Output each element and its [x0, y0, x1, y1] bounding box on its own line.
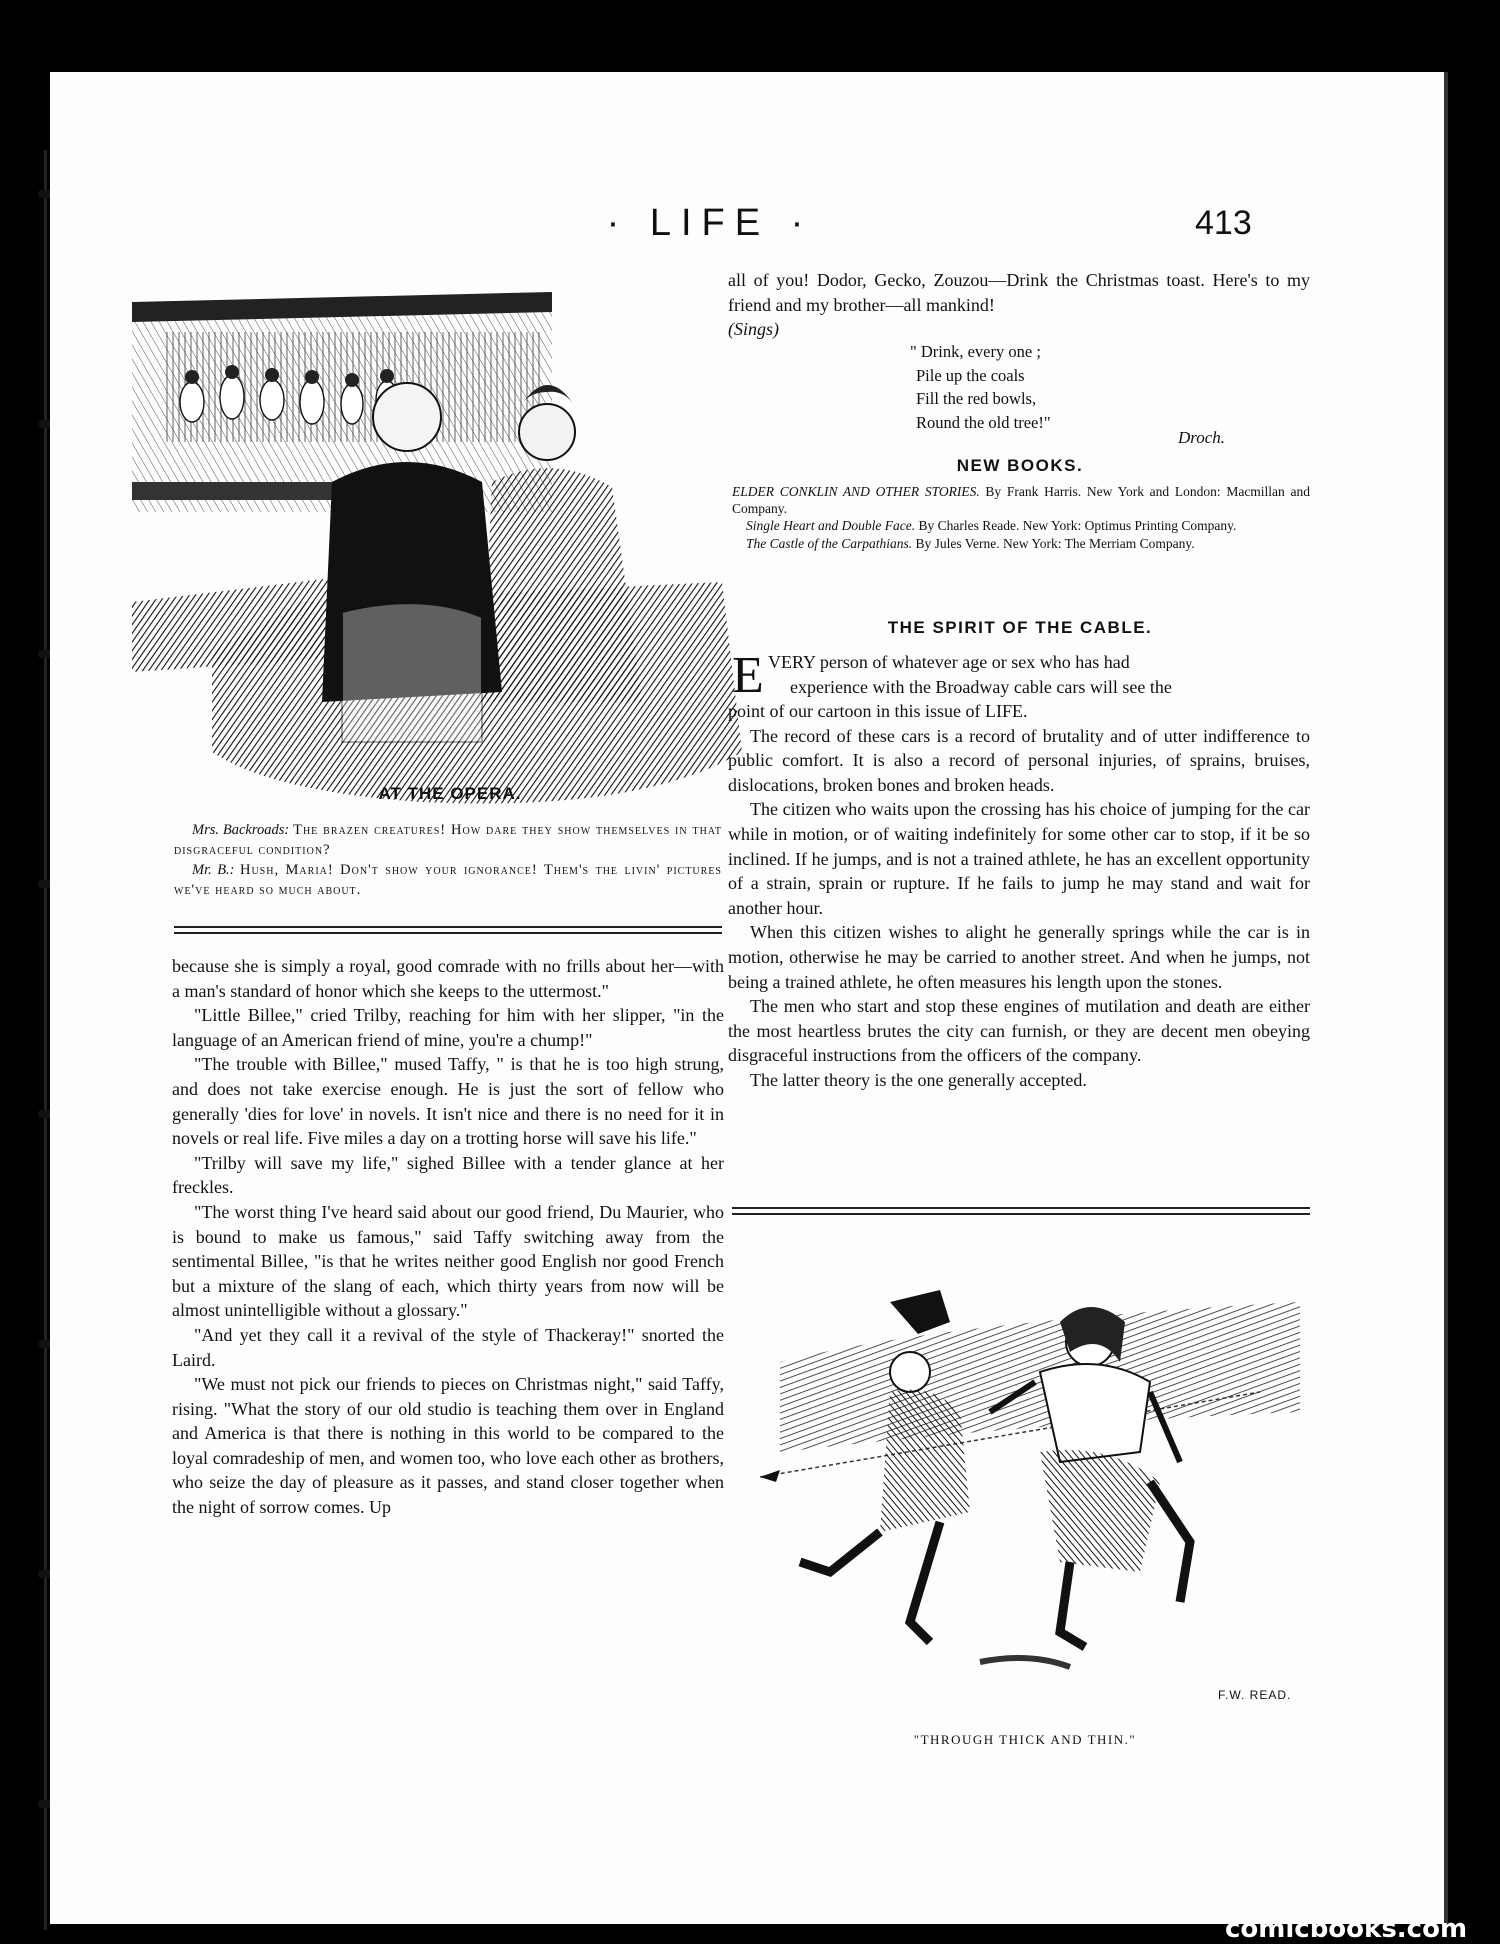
cable-paragraph: When this citizen wishes to alight he generally springs while the car is in motion, otherwise he may be carried to another street. And when he jumps, not being a trained athlete, he often measures his length upon the stones. — [728, 922, 1310, 992]
line-mr-b: Hush, Maria! Don't show your ignorance! Them's the livin' pictures we've heard so much about. — [174, 862, 722, 898]
cable-article-title: THE SPIRIT OF THE CABLE. — [887, 618, 1153, 637]
new-books-list — [732, 484, 1310, 553]
cable-paragraph: The citizen who waits upon the crossing has his choice of jumping for the car while in motion, or of waiting indefinitely for some other car to stop, if it be so inclined. If he jumps, and is not a trained athlete, he has an excellent opportunity of a strain, sprain or rupture. If he fails to jump he may stand and wait for another hour. — [728, 799, 1310, 918]
opera-dialogue — [174, 820, 722, 900]
story-continuation: all of you! Dodor, Gecko, Zouzou—Drink the Christmas toast. Here's to my friend and my brother—all mankind! — [728, 270, 1310, 315]
masthead: · LIFE · — [606, 202, 814, 244]
watermark-brand: comicbooks.com — [1225, 1914, 1468, 1944]
cable-divider — [732, 1207, 1310, 1215]
cartoon-artist-credit: F.W. READ. — [1218, 1688, 1292, 1702]
book-title: The Castle of the Carpathians. — [746, 535, 913, 551]
opera-drawing — [122, 272, 762, 832]
story-paragraph: because she is simply a royal, good comrade with no frills about her—with a man's standard of honor which she keeps to the uttermost." — [172, 956, 724, 1001]
author-signature: Droch. — [1178, 428, 1226, 447]
story-paragraph: "We must not pick our friends to pieces on Christmas night," said Taffy, rising. "What the story of our old studio is teaching them over in England and America is that there is nothing in this world to be compared to the loyal comradeship of men, and women too, who love each other as brothers, who seize the day of pleasure as it passes, and stand closer together when the night of sorrow comes. Up — [172, 1374, 724, 1518]
cable-line-1: VERY person of whatever age or sex who has had — [768, 652, 1130, 672]
sings-label: (Sings) — [728, 319, 779, 340]
story-paragraph: "And yet they call it a revival of the style of Thackeray!" snorted the Laird. — [172, 1324, 724, 1370]
poem-line: " Drink, every one ; — [910, 342, 1041, 361]
book-entry — [732, 484, 1310, 517]
book-details: By Frank Harris. New York and London: Macmillan and Company. — [732, 484, 1310, 516]
page-number: 413 — [1195, 204, 1252, 242]
cable-paragraph: The record of these cars is a record of brutality and of utter indifference to public comfort. It is also a record of personal injuries, of sprains, bruises, dislocations, broken bones and broken heads. — [728, 725, 1310, 795]
opera-divider — [174, 926, 722, 934]
new-books-title: NEW BOOKS. — [956, 456, 1084, 475]
cable-line-2: experience with the Broadway cable cars will see the — [790, 676, 1172, 697]
speaker-mr-b: Mr. B.: — [192, 862, 235, 878]
cable-paragraph: point of our cartoon in this issue of LIFE. — [728, 701, 1028, 721]
page-edge — [1444, 72, 1448, 1924]
poem-line: Round the old tree!" — [916, 412, 1051, 432]
poem — [910, 340, 1051, 434]
cable-paragraph: The men who start and stop these engines of mutilation and death are either the most heartless brutes the city can furnish, or they are decent men obeying disgraceful instructions from the officers of the company. — [728, 996, 1310, 1066]
line-mrs-backroads: The brazen creatures! How dare they show themselves in that disgraceful condition? — [174, 822, 723, 858]
book-entry — [732, 536, 1310, 553]
book-details: By Charles Reade. New York: Optimus Printing Company. — [915, 518, 1237, 534]
cartoon-caption: "THROUGH THICK AND THIN." — [913, 1732, 1137, 1747]
book-title: Single Heart and Double Face. — [746, 518, 916, 534]
book-details: By Jules Verne. New York: The Merriam Company. — [912, 535, 1195, 551]
cartoon-illustration — [740, 1242, 1310, 1712]
story-paragraph: "Little Billee," cried Trilby, reaching for him with her slipper, "in the language of an American friend of mine, you're a chump!" — [172, 1005, 724, 1050]
cable-paragraph: The latter theory is the one generally accepted. — [750, 1069, 1087, 1090]
magazine-page — [50, 72, 1444, 1924]
drop-cap: E — [732, 647, 764, 704]
book-entry — [732, 518, 1310, 535]
story-right-continuation — [728, 268, 1310, 342]
speaker-mrs-backroads: Mrs. Backroads: — [192, 822, 290, 838]
poem-line: Pile up the coals — [916, 365, 1025, 385]
cartoon-drawing — [740, 1242, 1310, 1712]
story-paragraph: "The trouble with Billee," mused Taffy, " is that he is too high strung, and does not take exercise enough. He is just the sort of fellow who generally 'dies for love' in novels. It isn't nice and there is no need for it in novels or real life. Five miles a day on a trotting horse will save his life." — [172, 1054, 724, 1149]
poem-line: Fill the red bowls, — [916, 389, 1037, 408]
book-title: ELDER CONKLIN AND OTHER STORIES. — [732, 484, 980, 499]
cable-first-lines — [768, 650, 1310, 699]
opera-illustration — [122, 272, 762, 832]
opera-title: AT THE OPERA. — [378, 784, 522, 803]
story-paragraph: "Trilby will save my life," sighed Billee with a tender glance at her freckles. — [172, 1152, 724, 1198]
cable-article-body — [728, 699, 1310, 1093]
story-paragraph: "The worst thing I've heard said about our good friend, Du Maurier, who is bound to make us famous," said Taffy switching away from the sentimental Billee, "is that he writes neither good English nor good French but a mixture of the slang of each, which thirty years from now will be almost unintelligible without a glossary." — [172, 1201, 724, 1321]
story-left-column — [172, 954, 724, 1520]
